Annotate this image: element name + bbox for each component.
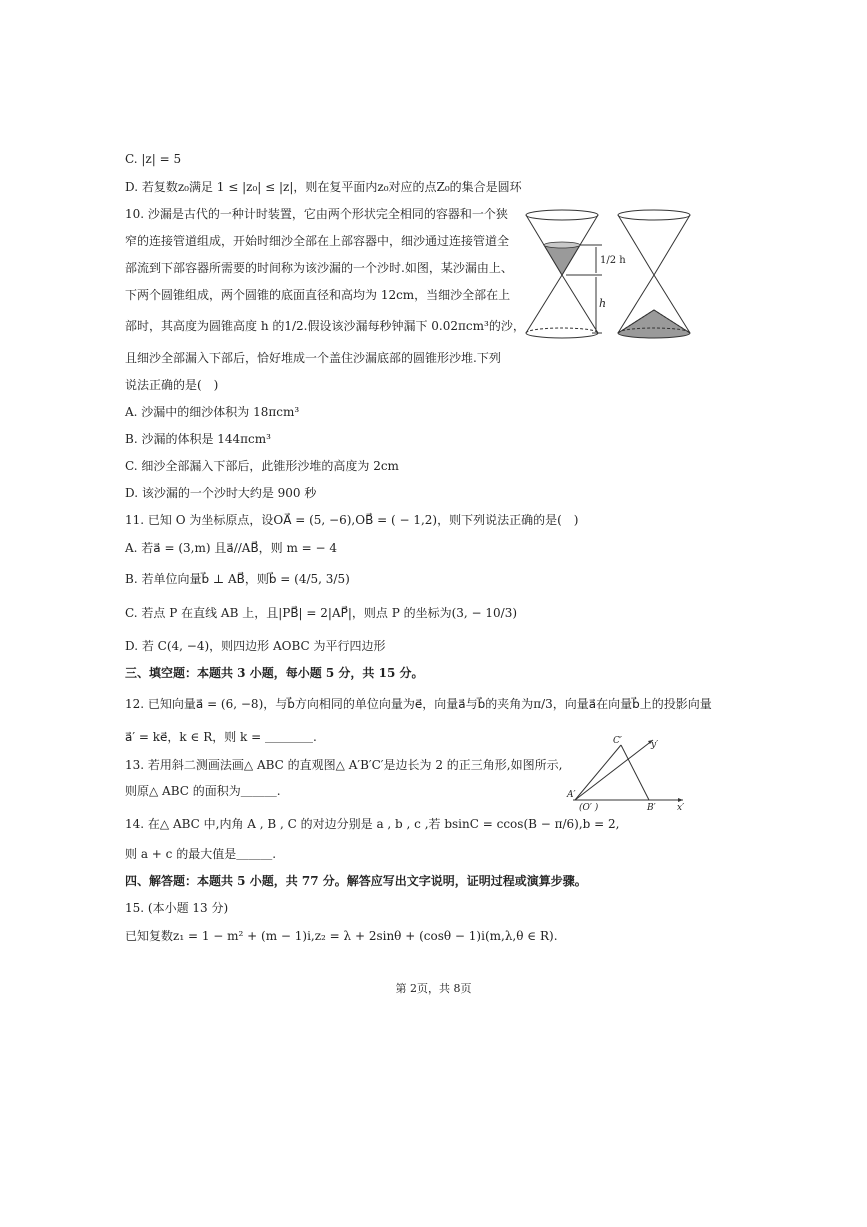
x-prime-label: x′ [677, 803, 685, 813]
question-10-line-4: 下两个圆锥组成，两个圆锥的底面直径和高均为 12cm，当细沙全部在上 [125, 288, 511, 302]
half-h-label: 1/2 h [600, 255, 626, 266]
option-11b: B. 若单位向量b⃗ ⊥ AB⃗，则b⃗ = (4/5, 3/5) [125, 572, 350, 586]
y-prime-label: y′ [651, 740, 659, 750]
option-10d: D. 该沙漏的一个沙时大约是 900 秒 [125, 486, 317, 500]
option-10b: B. 沙漏的体积是 144πcm³ [125, 432, 271, 446]
a-prime-label: A′ [567, 790, 576, 800]
question-14-line-2: 则 a + c 的最大值是＿＿＿. [125, 847, 277, 861]
option-10a: A. 沙漏中的细沙体积为 18πcm³ [125, 405, 300, 419]
question-13-line-1: 13. 若用斜二测画法画△ ABC 的直观图△ A′B′C′是边长为 2 的正三角形,如图所示, [125, 758, 563, 772]
question-15-header: 15. (本小题 13 分) [125, 901, 229, 915]
section-4-heading: 四、解答题：本题共 5 小题，共 77 分。解答应写出文字说明，证明过程或演算步骤。 [125, 874, 587, 888]
hourglass-figure [520, 203, 695, 343]
question-15-line-1: 已知复数z₁ = 1 − m² + (m − 1)i,z₂ = λ + 2sinθ + (cosθ − 1)i(m,λ,θ ∈ R). [125, 929, 558, 943]
option-10c: C. 细沙全部漏入下部后，此锥形沙堆的高度为 2cm [125, 459, 399, 473]
question-10-line-7: 说法正确的是( ) [125, 378, 219, 392]
section-3-heading: 三、填空题：本题共 3 小题，每小题 5 分，共 15 分。 [125, 666, 424, 680]
question-10-line-2: 窄的连接管道组成，开始时细沙全部在上部容器中，细沙通过连接管道全 [125, 234, 510, 248]
page-footer: 第 2页，共 8页 [395, 982, 472, 995]
option-11d: D. 若 C(4, −4)，则四边形 AOBC 为平行四边形 [125, 639, 386, 653]
question-12-line-1: 12. 已知向量a⃗ = (6, −8)，与b⃗方向相同的单位向量为e⃗，向量a⃗与b⃗的夹角为π/3，向量a⃗在向量b⃗上的投影向量 [125, 697, 712, 711]
b-prime-label: B′ [647, 803, 656, 813]
option-9c: C. |z| = 5 [125, 152, 182, 166]
option-9d: D. 若复数z₀满足 1 ≤ |z₀| ≤ |z|，则在复平面内z₀对应的点Z₀的集合是圆环 [125, 180, 522, 194]
h-label: h [599, 297, 607, 310]
c-prime-label: C′ [613, 736, 622, 746]
question-12-line-2: a⃗′ = ke⃗，k ∈ R，则 k = ＿＿＿＿. [125, 730, 317, 744]
o-prime-label: (O′ ) [579, 803, 599, 813]
option-11a: A. 若a⃗ = (3,m) 且a⃗//AB⃗，则 m = − 4 [125, 541, 338, 555]
question-10-line-6: 且细沙全部漏入下部后，恰好堆成一个盖住沙漏底部的圆锥形沙堆.下列 [125, 351, 501, 365]
option-11c: C. 若点 P 在直线 AB 上，且|PB⃗| = 2|AP⃗|，则点 P 的坐标为(3, − 10/3) [125, 606, 518, 620]
question-14-line-1: 14. 在△ ABC 中,内角 A , B , C 的对边分别是 a , b , c ,若 bsinC = ccos(B − π/6),b = 2, [125, 817, 620, 831]
question-10-line-3: 部流到下部容器所需要的时间称为该沙漏的一个沙时.如图，某沙漏由上、 [125, 261, 513, 275]
question-11: 11. 已知 O 为坐标原点，设OA⃗ = (5, −6),OB⃗ = ( − 1,2)，则下列说法正确的是( ) [125, 513, 579, 527]
question-10-line-1: 10. 沙漏是古代的一种计时装置，它由两个形状完全相同的容器和一个狭 [125, 207, 508, 221]
question-10-line-5: 部时，其高度为圆锥高度 h 的1/2.假设该沙漏每秒钟漏下 0.02πcm³的沙， [125, 319, 525, 333]
question-13-line-2: 则原△ ABC 的面积为＿＿＿. [125, 784, 281, 798]
oblique-triangle-figure [565, 733, 690, 813]
